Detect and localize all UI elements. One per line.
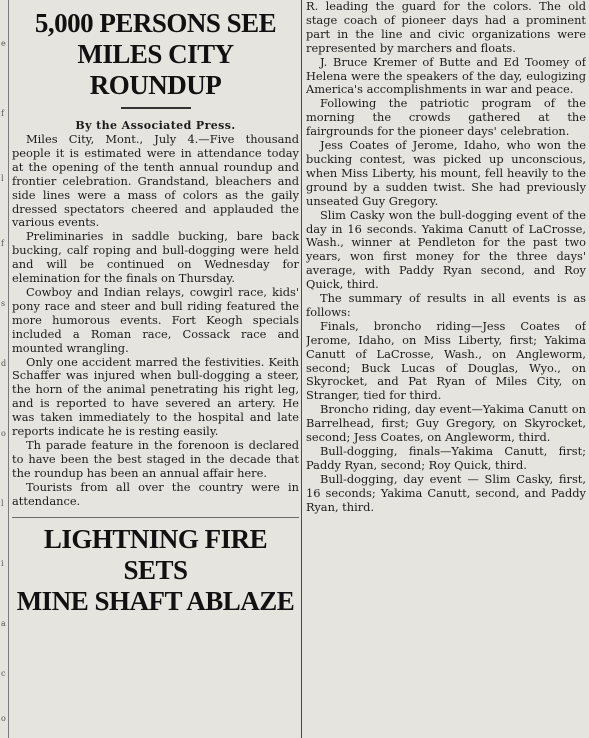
gutter-mark: l [1, 499, 4, 508]
left-gutter-fragments [0, 0, 9, 738]
article-paragraph: J. Bruce Kremer of Butte and Ed Toomey of Helena were the speakers of the day, eulogizing America's accomplishments in war and peace. [306, 54, 586, 97]
next-headline-line-2: MINE SHAFT ABLAZE [16, 586, 295, 617]
headline-line-1: 5,000 PERSONS SEE [34, 8, 277, 38]
article-paragraph: Preliminaries in saddle bucking, bare back bucking, calf roping and bull-dogging were held and will be continued on Wednesday for elemination for the finals on Thursday. [12, 229, 299, 286]
gutter-mark: d [1, 359, 7, 368]
gutter-mark: a [1, 619, 6, 628]
right-column [306, 0, 586, 738]
article-paragraph: Tourists from all over the country were in attendance. [12, 479, 299, 508]
results-paragraph: Finals, broncho riding—Jess Coates of Jerome, Idaho, on Miss Liberty, first; Yakima Canutt of LaCrosse, Wash., on Angleworm, second; Buck Lucas of Douglas, Wyo., on Skyrocket, and Pat Ryan of Miles City, on Stranger, tied for third. [306, 318, 586, 403]
article-paragraph: Slim Casky won the bull-dogging event of the day in 16 seconds. Yakima Canutt of LaCrosse, Wash., winner at Pendleton for the past two years, won first money for the three days' average, with Paddy Ryan second, and Roy Quick, third. [306, 207, 586, 292]
gutter-mark: i [1, 559, 4, 568]
byline: By the Associated Press. [75, 119, 236, 132]
gutter-mark: f [1, 239, 4, 248]
article-paragraph: Only one accident marred the festivities. Keith Schaffer was injured when bull-dogging a steer, the horn of the animal penetrating his right leg, and is reported to have severed an artery. He was taken immediately to the hospital and late reports indicate he is resting easily. [12, 354, 299, 439]
results-paragraph: Bull-dogging, finals—Yakima Canutt, first; Paddy Ryan, second; Roy Quick, third. [306, 444, 586, 472]
article-paragraph: Following the patriotic program of the morning the crowds gathered at the fairgrounds for the pioneer days' celebration. [306, 96, 586, 139]
article-paragraph: Cowboy and Indian relays, cowgirl race, kids' pony race and steer and bull riding featured the more humorous events. Fort Keogh specials included a Roman race, Cossack race and mounted wrangling. [12, 284, 299, 355]
results-paragraph: Broncho riding, day event—Yakima Canutt on Barrelhead, first; Guy Gregory, on Skyrocket, second; Jess Coates, on Angleworm, third. [306, 402, 586, 445]
article-paragraph: Miles City, Mont., July 4.—Five thousand people it is estimated were in attendance today at the opening of the tenth annual roundup and frontier celebration. Grandstand, bleachers and side lines were a mass of colors as the gaily dressed spectators cheered and applauded the various events. [12, 132, 299, 230]
column-rule [301, 0, 302, 738]
headline-line-2: MILES CITY ROUNDUP [77, 39, 234, 100]
article-paragraph: Jess Coates of Jerome, Idaho, who won the bucking contest, was picked up unconscious, when Miss Liberty, his mount, fell heavily to the ground by a sudden twist. She had previously unseated Guy Gregory. [306, 138, 586, 208]
left-column [12, 0, 299, 738]
gutter-mark: s [1, 299, 6, 308]
article-headline [12, 8, 299, 101]
gutter-mark: l [1, 174, 4, 183]
next-article-headline [12, 524, 299, 617]
gutter-mark: e [1, 39, 6, 48]
next-headline-line-1: LIGHTNING FIRE SETS [43, 524, 268, 586]
headline-rule [121, 107, 191, 109]
article-separator [12, 517, 299, 518]
article-paragraph: R. leading the guard for the colors. The old stage coach of pioneer days had a prominent part in the line and civic organizations were represented by marchers and floats. [306, 0, 586, 55]
gutter-mark: c [1, 669, 6, 678]
gutter-mark: f [1, 109, 4, 118]
article-paragraph: The summary of results in all events is as follows: [306, 291, 586, 319]
gutter-mark: o [1, 714, 6, 723]
gutter-mark: o [1, 429, 6, 438]
results-paragraph: Bull-dogging, day event — Slim Casky, first, 16 seconds; Yakima Canutt, second, and Paddy Ryan, third. [306, 471, 586, 514]
article-paragraph: Th parade feature in the forenoon is declared to have been the best staged in the decade that the roundup has been an annual affair here. [12, 437, 299, 480]
